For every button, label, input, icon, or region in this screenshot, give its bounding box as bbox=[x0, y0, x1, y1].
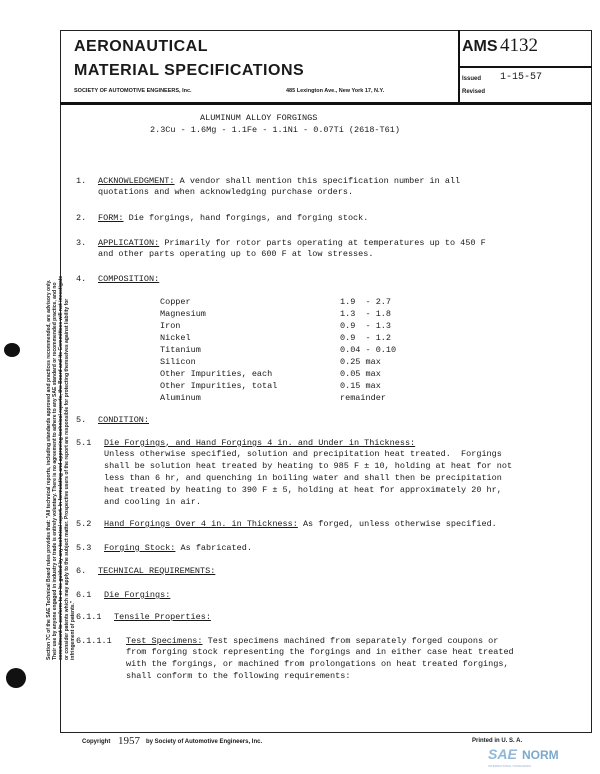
section-6-1-1-1-text: Test specimens machined from separately forged coupons or bbox=[202, 636, 499, 646]
ams-label: AMS bbox=[462, 38, 498, 55]
society-name: SOCIETY OF AUTOMOTIVE ENGINEERS, Inc. bbox=[74, 88, 192, 94]
section-5-1-text-1: Unless otherwise specified, solution and precipitation heat treated. Forgings bbox=[104, 449, 502, 459]
section-2-heading: FORM: bbox=[98, 213, 124, 223]
section-6-1-1-1 bbox=[126, 636, 498, 646]
section-2-text: Die forgings, hand forgings, and forging stock. bbox=[123, 213, 369, 223]
issued-label: Issued bbox=[462, 76, 482, 82]
ams-number: 4132 bbox=[500, 35, 538, 56]
footer-society: by Society of Automotive Engineers, Inc. bbox=[146, 739, 263, 745]
section-5-1-number: 5.1 bbox=[76, 438, 92, 448]
section-5-2 bbox=[104, 519, 497, 529]
section-3-text: Primarily for rotor parts operating at temperatures up to 450 F bbox=[159, 238, 486, 248]
section-6-heading: TECHNICAL REQUIREMENTS: bbox=[98, 566, 216, 576]
section-1-text-2: quotations and when acknowledging purchase orders. bbox=[98, 187, 354, 197]
section-5-2-heading: Hand Forgings Over 4 in. in Thickness: bbox=[104, 519, 298, 529]
subject-line-2: 2.3Cu - 1.6Mg - 1.1Fe - 1.1Ni - 0.07Ti (2618-T61) bbox=[150, 125, 400, 135]
composition-element: Nickel bbox=[160, 333, 191, 343]
composition-range: 1.9 - 2.7 bbox=[340, 297, 392, 307]
section-6-1-1-1-text-2: from forging stock representing the forgings and in either case heat treated bbox=[126, 647, 514, 657]
sae-logo: SAE bbox=[488, 746, 517, 762]
composition-element: Titanium bbox=[160, 345, 201, 355]
section-5-1-text-3: less than 6 hr, and quenching in boiling water and shall then be precipitation bbox=[104, 473, 502, 483]
section-5-1-text-4: heat treated by heating to 390 F ± 5, holding at heat for approximately 20 hr, bbox=[104, 485, 502, 495]
section-3-heading: APPLICATION: bbox=[98, 238, 160, 248]
section-5-3 bbox=[104, 543, 252, 553]
issued-date: 1-15-57 bbox=[500, 72, 543, 83]
composition-element: Aluminum bbox=[160, 393, 201, 403]
side-notice: Section 7C of the SAE Technical Board rules provides that: "All technical reports, including standards approved and practices recommended, are advisory only. Their use by anyone engaged in industry or trade is entirely voluntary. There is no agreement to adhere to any SAE standard or recommended practice, and no commitment to conform to or be guided by any technical report. In formulating and approving technical reports, the Board and its Committees will not investigate or consider patents which may apply to the subject matter. Prospective users of the report are responsible for protecting themselves against liability for infringement of patents." bbox=[46, 275, 76, 660]
society-address: 485 Lexington Ave., New York 17, N.Y. bbox=[286, 88, 385, 94]
norm-logo: NORM bbox=[522, 748, 559, 762]
composition-element: Magnesium bbox=[160, 309, 206, 319]
title-line-1: AERONAUTICAL bbox=[74, 38, 208, 55]
header-rule bbox=[60, 102, 592, 105]
section-5-number: 5. bbox=[76, 415, 87, 425]
section-5-heading: CONDITION: bbox=[98, 415, 150, 425]
footer-printed: Printed in U. S. A. bbox=[472, 738, 523, 744]
composition-element: Other Impurities, total bbox=[160, 381, 278, 391]
section-6-1-number: 6.1 bbox=[76, 590, 92, 600]
section-6-1-1-number: 6.1.1 bbox=[76, 612, 102, 622]
footer-year: 1957 bbox=[118, 735, 140, 747]
section-5-3-text: As fabricated. bbox=[175, 543, 252, 553]
section-4-heading: COMPOSITION: bbox=[98, 274, 160, 284]
section-4-number: 4. bbox=[76, 274, 87, 284]
composition-element: Other Impurities, each bbox=[160, 369, 273, 379]
subject-line-1: ALUMINUM ALLOY FORGINGS bbox=[200, 113, 318, 123]
section-6-1-1-1-heading: Test Specimens: bbox=[126, 636, 203, 646]
composition-element: Copper bbox=[160, 297, 191, 307]
section-5-1-text-5: and cooling in air. bbox=[104, 497, 201, 507]
section-1-number: 1. bbox=[76, 176, 87, 186]
section-3-text-2: and other parts operating up to 600 F at low stresses. bbox=[98, 249, 374, 259]
composition-range: 0.25 max bbox=[340, 357, 381, 367]
section-1 bbox=[98, 176, 460, 186]
section-3-number: 3. bbox=[76, 238, 87, 248]
composition-range: 0.9 - 1.3 bbox=[340, 321, 392, 331]
punch-hole-mark bbox=[4, 343, 20, 357]
section-3 bbox=[98, 238, 486, 248]
section-6-1-1-1-number: 6.1.1.1 bbox=[76, 636, 112, 646]
section-6-1-heading: Die Forgings: bbox=[104, 590, 171, 600]
section-2 bbox=[98, 213, 368, 223]
revised-label: Revised bbox=[462, 89, 486, 95]
composition-element: Silicon bbox=[160, 357, 196, 367]
page-frame bbox=[60, 30, 592, 733]
section-6-1-1-heading: Tensile Properties: bbox=[114, 612, 211, 622]
section-2-number: 2. bbox=[76, 213, 87, 223]
composition-element: Iron bbox=[160, 321, 181, 331]
title-line-2: MATERIAL SPECIFICATIONS bbox=[74, 62, 305, 79]
section-6-number: 6. bbox=[76, 566, 87, 576]
composition-range: 0.15 max bbox=[340, 381, 381, 391]
section-5-2-text: As forged, unless otherwise specified. bbox=[297, 519, 497, 529]
logo-subtitle: INTERNATIONAL STANDARDS bbox=[488, 764, 531, 768]
footer-copyright-label: Copyright bbox=[82, 739, 111, 745]
composition-range: 0.05 max bbox=[340, 369, 381, 379]
section-5-2-number: 5.2 bbox=[76, 519, 92, 529]
section-5-1-heading: Die Forgings, and Hand Forgings 4 in. and Under in Thickness: bbox=[104, 438, 416, 448]
section-5-1-text-2: shall be solution heat treated by heating to 985 F ± 10, holding at heat for not bbox=[104, 461, 513, 471]
composition-range: remainder bbox=[340, 393, 386, 403]
section-1-heading: ACKNOWLEDGMENT: bbox=[98, 176, 175, 186]
composition-range: 0.9 - 1.2 bbox=[340, 333, 392, 343]
section-1-text: A vendor shall mention this specification number in all bbox=[174, 176, 461, 186]
section-5-3-heading: Forging Stock: bbox=[104, 543, 176, 553]
section-6-1-1-1-text-4: shall conform to the following requirements: bbox=[126, 671, 351, 681]
section-6-1-1-1-text-3: with the forgings, or machined from prolongations on heat treated forgings, bbox=[126, 659, 509, 669]
section-5-3-number: 5.3 bbox=[76, 543, 92, 553]
composition-range: 1.3 - 1.8 bbox=[340, 309, 392, 319]
punch-hole-mark bbox=[6, 668, 26, 688]
composition-range: 0.04 - 0.10 bbox=[340, 345, 397, 355]
